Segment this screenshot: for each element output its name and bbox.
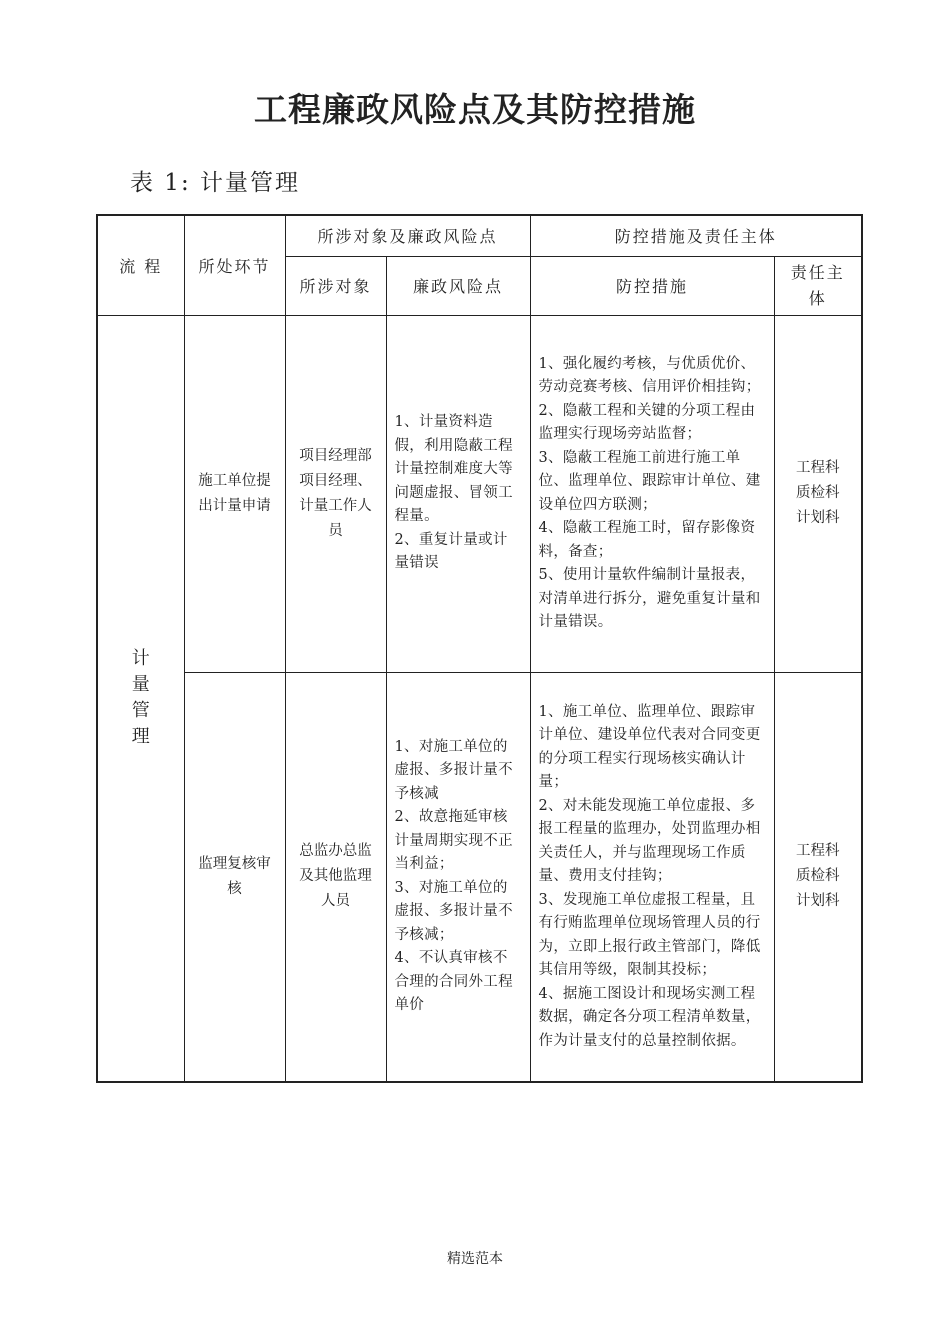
risk-item: 1、对施工单位的虚报、多报计量不予核减 [394, 738, 513, 802]
header-object: 所涉对象 [285, 256, 386, 315]
stage-cell: 监理复核审核 [184, 672, 285, 1082]
header-group-control: 防控措施及责任主体 [530, 215, 862, 256]
measure-item: 4、隐蔽工程施工时，留存影像资料，备查； [538, 520, 756, 560]
measures-cell [530, 672, 774, 1082]
risk-control-table [96, 214, 863, 1083]
measure-item: 5、使用计量软件编制计量报表，对清单进行拆分，避免重复计量和计量错误。 [538, 567, 761, 630]
responsible-cell: 工程科质检科计划科 [774, 672, 862, 1082]
page-footer: 精选范本 [447, 1251, 503, 1267]
responsible-cell: 工程科质检科计划科 [774, 315, 862, 672]
risk-item: 2、重复计量或计量错误 [394, 531, 508, 572]
measure-item: 3、发现施工单位虚报工程量，且有行贿监理单位现场管理人员的行为，立即上报行政主管部门，降低其信用等级，限制其投标； [538, 891, 761, 978]
measure-item: 2、对未能发现施工单位虚报、多报工程量的监理办，处罚监理办相关责任人，并与监理现场工作质量、费用支付挂钩； [538, 797, 761, 884]
measure-item: 1、施工单位、监理单位、跟踪审计单位、建设单位代表对合同变更的分项工程实行现场核实确认计量； [538, 703, 761, 790]
header-measures: 防控措施 [530, 256, 774, 315]
table-row [97, 315, 862, 672]
page-title: 工程廉政风险点及其防控措施 [254, 90, 696, 129]
table-row [97, 672, 862, 1082]
risk-cell [386, 315, 530, 672]
header-risk: 廉政风险点 [386, 256, 530, 315]
header-group-risk: 所涉对象及廉政风险点 [285, 215, 530, 256]
measure-item: 1、强化履约考核，与优质优价、劳动竞赛考核、信用评价相挂钩； [538, 355, 761, 395]
risk-cell [386, 672, 530, 1082]
table-caption: 表 1: 计量管理 [130, 170, 301, 196]
measure-item: 4、据施工图设计和现场实测工程数据，确定各分项工程清单数量，作为计量支付的总量控制依据。 [538, 985, 761, 1049]
header-process: 流 程 [97, 215, 184, 315]
header-stage: 所处环节 [184, 215, 285, 315]
object-cell: 项目经理部项目经理、计量工作人员 [285, 315, 386, 672]
risk-item: 2、故意拖延审核计量周期实现不正当利益； [394, 809, 513, 873]
stage-cell: 施工单位提出计量申请 [184, 315, 285, 672]
risk-item: 3、对施工单位的虚报、多报计量不予核减； [394, 879, 513, 943]
process-cell: 计量管理 [97, 315, 184, 1082]
measure-item: 2、隐蔽工程和关键的分项工程由监理实行现场旁站监督； [538, 402, 756, 442]
header-responsible: 责任主体 [774, 256, 862, 315]
object-cell: 总监办总监及其他监理人员 [285, 672, 386, 1082]
measures-cell [530, 315, 774, 672]
measure-item: 3、隐蔽工程施工前进行施工单位、监理单位、跟踪审计单位、建设单位四方联测； [538, 449, 761, 513]
risk-item: 4、不认真审核不合理的合同外工程单价 [394, 950, 513, 1014]
risk-item: 1、计量资料造假，利用隐蔽工程计量控制难度大等问题虚报、冒领工程量。 [394, 414, 513, 525]
